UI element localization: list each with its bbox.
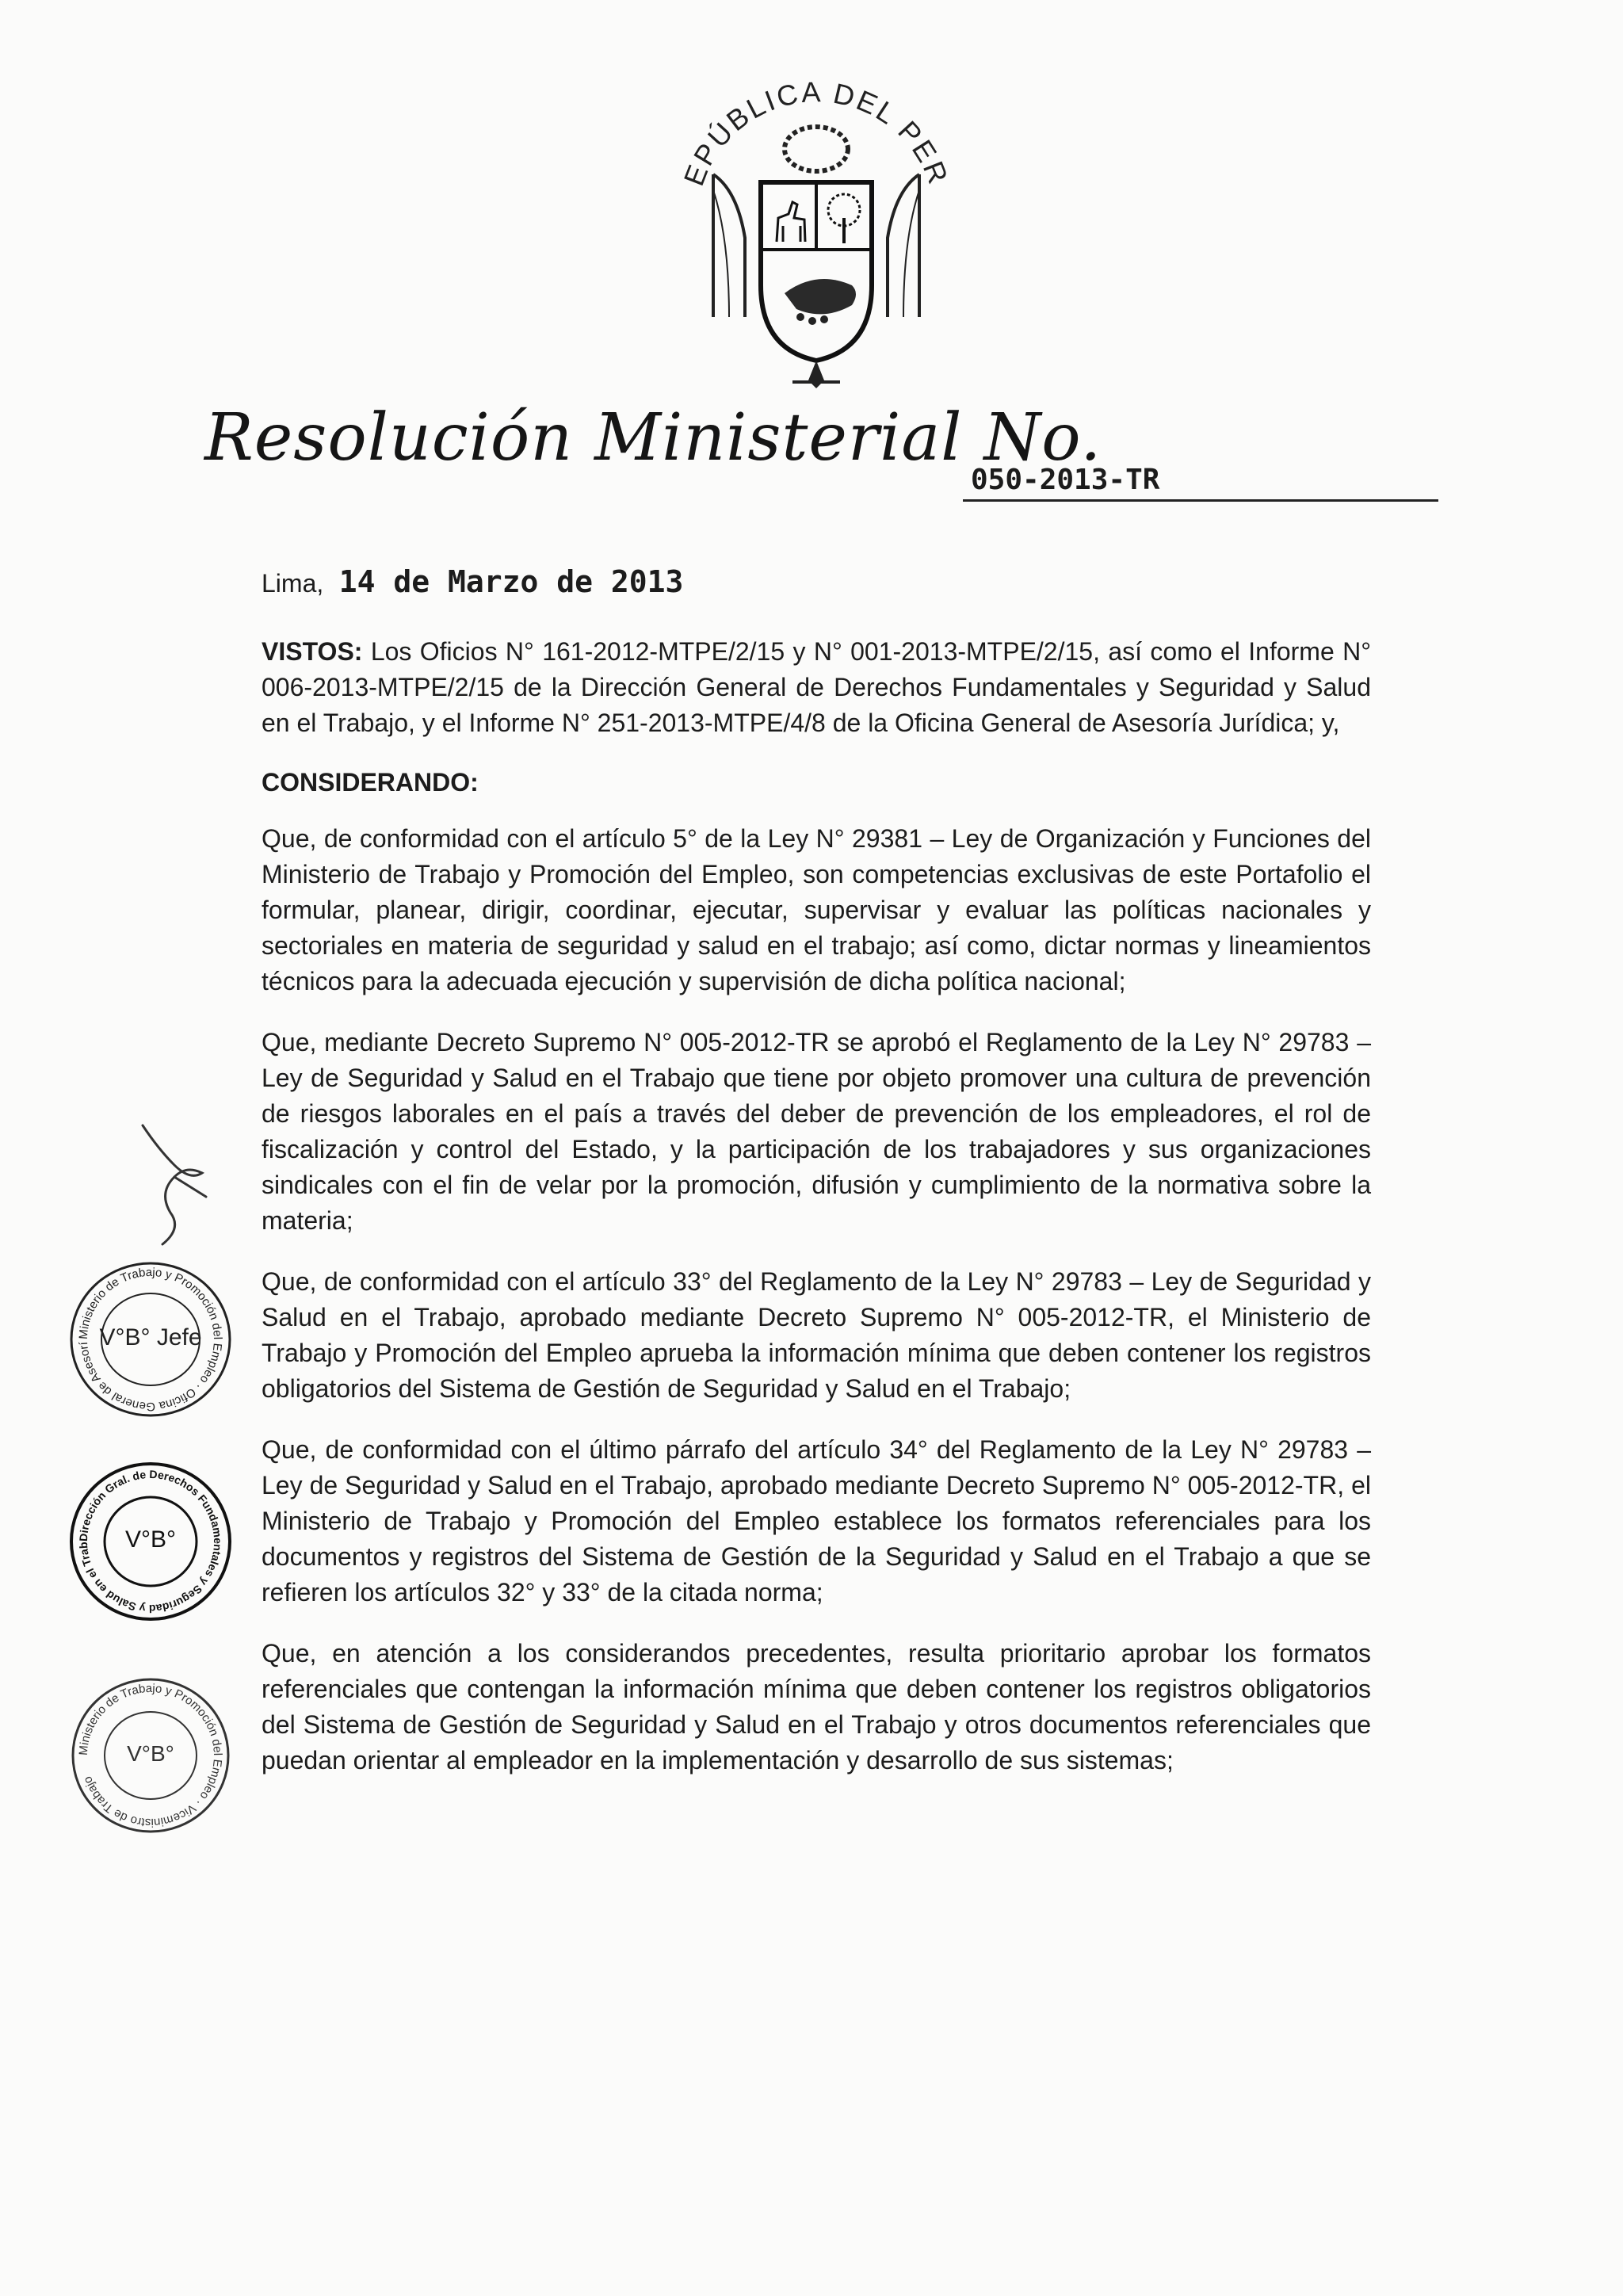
resolution-title: Resolución Ministerial No.	[204, 400, 1102, 476]
crest-arc-text: EPÚBLICA DEL PER	[677, 75, 956, 190]
vistos-text: Los Oficios N° 161-2012-MTPE/2/15 y N° 001-2013-MTPE/2/15, así como el Informe N° 006-2013-MTPE/2/15 de la Dirección General de Derechos Fundamentales y Seguridad y Salud en el Trabajo, y el Informe N° 251-2013-MTPE/4/8 de la Oficina General de Asesoría Jurídica; y,	[262, 637, 1372, 737]
stamp-ring-text: Dirección Gral. de Derechos Fundamentales y Seguridad y Salud en el Trabajo · M.T.P.E.	[59, 1448, 225, 1616]
handwritten-initials	[127, 1117, 222, 1252]
considerando-paragraph: Que, en atención a los considerandos precedentes, resulta prioritario aprobar los formatos referenciales que contengan la información mínima que deben contener los registros obligatorios del Sistema de Gestión de Seguridad y Salud en el Trabajo y otros documentos referenciales que puedan orientar al empleador en la implementación y desarrollo de sus sistemas;	[262, 1639, 1371, 1775]
stamp-ring-text: Ministerio de Trabajo y Promoción del Empleo · Oficina General de Asesoría Jurídica	[59, 1246, 225, 1414]
approval-stamp	[59, 1246, 238, 1423]
approval-stamp	[59, 1448, 238, 1625]
approval-stamp	[63, 1672, 238, 1839]
stamp-ring-text: Ministerio de Trabajo y Promoción del Empleo · Viceministro de Trabajo	[76, 1681, 225, 1830]
vistos-label: VISTOS:	[262, 637, 363, 666]
document-body	[262, 634, 1371, 1778]
date-place: Lima,	[262, 569, 324, 598]
considerando-paragraph: Que, de conformidad con el artículo 33° del Reglamento de la Ley N° 29783 – Ley de Seguridad y Salud en el Trabajo, aprobado mediante Decreto Supremo N° 005-2012-TR, el Ministerio de Trabajo y Promoción del Empleo aprueba la información mínima que deben contener los registros obligatorios del Sistema de Gestión de Seguridad y Salud en el Trabajo;	[262, 1267, 1371, 1403]
svg-text:REPÚBLICA DEL PERÚ	[658, 55, 956, 190]
vistos-paragraph	[262, 634, 1371, 741]
resolution-number: 050-2013-TR	[963, 464, 1438, 502]
considerando-heading: CONSIDERANDO:	[262, 768, 479, 797]
considerando-paragraph: Que, de conformidad con el artículo 5° de la Ley N° 29381 – Ley de Organización y Funciones del Ministerio de Trabajo y Promoción del Empleo, son competencias exclusivas de este Portafolio el formular, planear, dirigir, coordinar, ejecutar, supervisar y evaluar las políticas nacionales y sectoriales en materia de seguridad y salud en el trabajo; así como, dictar normas y lineamientos técnicos para la adecuada ejecución y supervisión de dicha política nacional;	[262, 824, 1371, 995]
stamp-center-text: V°B° Jefe	[99, 1324, 202, 1350]
considerando-paragraph: Que, de conformidad con el último párrafo del artículo 34° del Reglamento de la Ley N° 29783 – Ley de Seguridad y Salud en el Trabajo, aprobado mediante Decreto Supremo N° 005-2012-TR, el Ministerio de Trabajo y Promoción del Empleo establece los formatos referenciales para los documentos y registros del Sistema de Gestión de la Seguridad y Salud en el Trabajo a que se refieren los artículos 32° y 33° de la citada norma;	[262, 1435, 1371, 1606]
date-value: 14 de Marzo de 2013	[338, 564, 684, 599]
considerando-paragraph: Que, mediante Decreto Supremo N° 005-2012-TR se aprobó el Reglamento de la Ley N° 29783 – Ley de Seguridad y Salud en el Trabajo que tiene por objeto promover una cultura de prevención de riesgos laborales en el país a través del deber de prevención de los empleadores, el rol de fiscalización y control del Estado, y la participación de los trabajadores y sus organizaciones sindicales con el fin de velar por la promoción, difusión y cumplimiento de la normativa sobre la materia;	[262, 1028, 1371, 1235]
stamp-center-text: V°B°	[127, 1741, 174, 1766]
coat-of-arms-seal	[658, 55, 975, 404]
date-line	[262, 564, 683, 599]
stamp-center-text: V°B°	[124, 1526, 177, 1553]
